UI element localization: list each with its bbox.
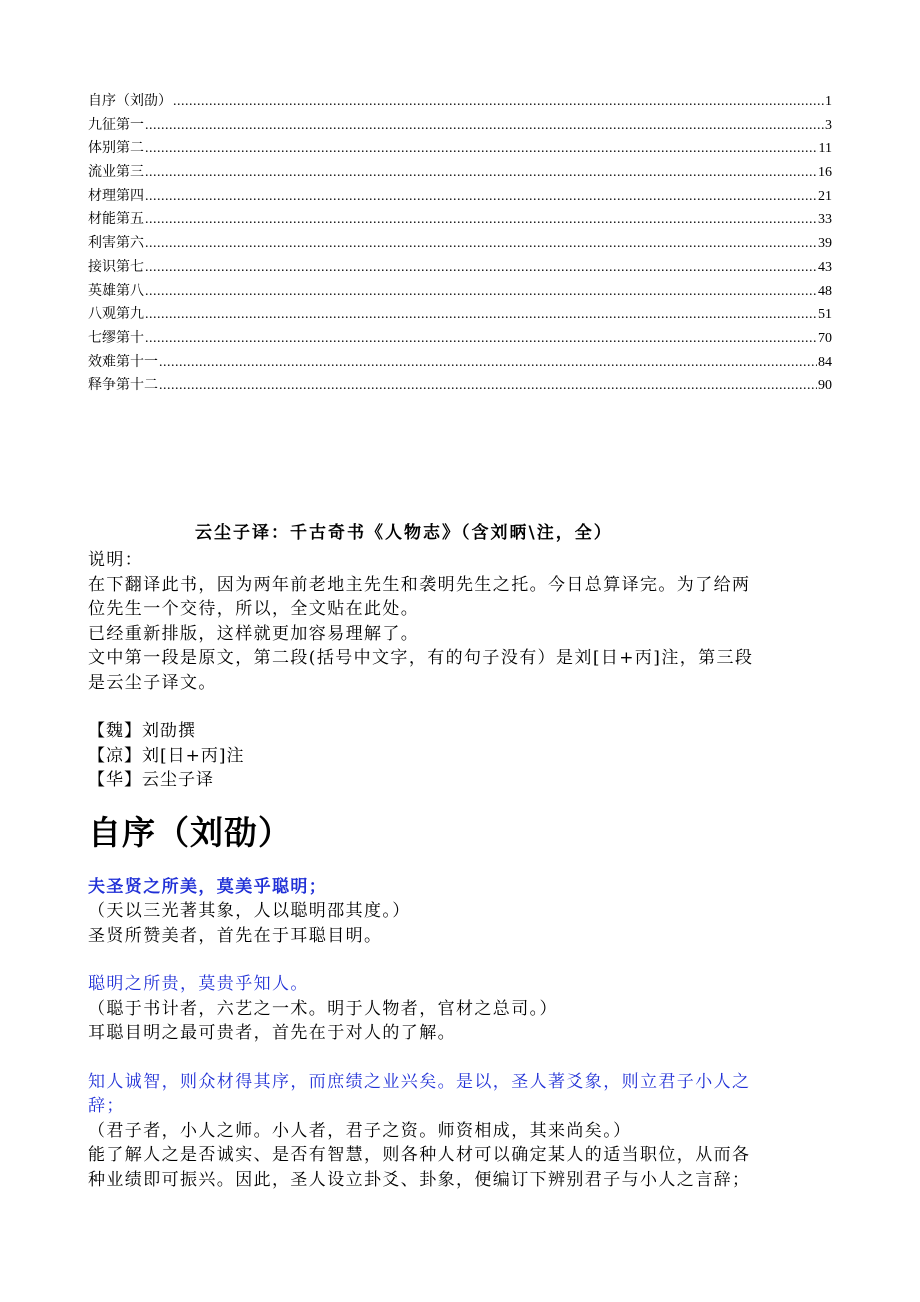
toc-entry[interactable] bbox=[88, 280, 832, 304]
toc-entry-title: 释争第十二 bbox=[88, 378, 158, 394]
toc-entry-title: 效难第十一 bbox=[88, 354, 158, 370]
original-text: 夫圣贤之所美，莫美乎聪明； bbox=[88, 876, 328, 897]
notes-block bbox=[88, 548, 834, 695]
toc-leader-dots bbox=[145, 236, 817, 252]
translation-text: 种业绩即可振兴。因此，圣人设立卦爻、卦象，便编订下辨别君子与小人之言辞； bbox=[88, 1169, 751, 1190]
original-text: 辞； bbox=[88, 1096, 125, 1116]
toc-entry[interactable] bbox=[88, 185, 832, 209]
toc-entry-title: 材能第五 bbox=[88, 212, 144, 228]
toc-entry[interactable] bbox=[88, 232, 832, 256]
toc-entry[interactable] bbox=[88, 374, 832, 398]
original-text: 知人诚智，则众材得其序，而庶绩之业兴矣。是以，圣人著爻象，则立君子小人之 bbox=[88, 1071, 751, 1092]
table-of-contents bbox=[88, 90, 832, 398]
toc-entry-page: 48 bbox=[818, 283, 832, 299]
notes-line: 是云尘子译文。 bbox=[88, 672, 217, 693]
toc-leader-dots bbox=[145, 331, 817, 347]
document-body bbox=[88, 518, 834, 1192]
notes-line: 位先生一个交待，所以，全文贴在此处。 bbox=[88, 599, 420, 619]
toc-entry-page: 84 bbox=[818, 354, 832, 370]
toc-entry[interactable] bbox=[88, 90, 832, 114]
toc-entry-page: 51 bbox=[818, 307, 832, 323]
toc-leader-dots bbox=[145, 284, 817, 300]
toc-entry-page: 3 bbox=[825, 117, 832, 133]
toc-leader-dots bbox=[173, 94, 824, 110]
translation-text: 圣贤所赞美者，首先在于耳聪目明。 bbox=[88, 925, 383, 946]
paragraph-group bbox=[88, 972, 834, 1046]
toc-entry[interactable] bbox=[88, 256, 832, 280]
toc-leader-dots bbox=[145, 212, 817, 228]
toc-entry[interactable] bbox=[88, 161, 832, 185]
commentary-text: （天以三光著其象，人以聪明邵其度。） bbox=[88, 901, 411, 921]
toc-entry-page: 11 bbox=[818, 141, 832, 157]
toc-entry-title: 材理第四 bbox=[88, 188, 144, 204]
toc-leader-dots bbox=[145, 189, 817, 205]
toc-leader-dots bbox=[145, 260, 817, 276]
toc-entry-title: 体别第二 bbox=[88, 141, 144, 157]
toc-entry[interactable] bbox=[88, 208, 832, 232]
toc-entry-title: 九征第一 bbox=[88, 117, 144, 133]
toc-leader-dots bbox=[145, 307, 817, 323]
toc-entry-title: 利害第六 bbox=[88, 236, 144, 252]
toc-entry[interactable] bbox=[88, 303, 832, 327]
credits-block bbox=[88, 719, 834, 793]
notes-line: 已经重新排版，这样就更加容易理解了。 bbox=[88, 623, 420, 644]
paragraph-group bbox=[88, 875, 834, 949]
toc-entry-page: 39 bbox=[818, 236, 832, 252]
toc-entry[interactable] bbox=[88, 137, 832, 161]
toc-entry-page: 21 bbox=[818, 188, 832, 204]
toc-entry-title: 八观第九 bbox=[88, 307, 144, 323]
toc-leader-dots bbox=[159, 355, 817, 371]
toc-entry-title: 七缪第十 bbox=[88, 330, 144, 346]
toc-entry-title: 接识第七 bbox=[88, 259, 144, 275]
toc-entry[interactable] bbox=[88, 327, 832, 351]
credit-line: 【凉】刘[日+丙]注 bbox=[88, 745, 245, 766]
translation-text: 耳聪目明之最可贵者，首先在于对人的了解。 bbox=[88, 1023, 456, 1043]
commentary-text: （君子者，小人之师。小人者，君子之资。师资相成，其来尚矣。） bbox=[88, 1120, 632, 1141]
paragraph-group bbox=[88, 1070, 834, 1193]
toc-leader-dots bbox=[145, 165, 817, 181]
toc-entry-title: 英雄第八 bbox=[88, 283, 144, 299]
toc-entry-page: 70 bbox=[818, 330, 832, 346]
translation-text: 能了解人之是否诚实、是否有智慧，则各种人材可以确定某人的适当职位，从而各 bbox=[88, 1145, 751, 1165]
notes-line: 说明： bbox=[88, 550, 144, 570]
toc-entry-page: 1 bbox=[825, 94, 832, 109]
toc-entry-page: 43 bbox=[818, 259, 832, 275]
toc-entry-page: 16 bbox=[818, 165, 832, 181]
notes-line: 文中第一段是原文，第二段(括号中文字，有的句子没有）是刘[日+丙]注，第三段 bbox=[88, 648, 754, 668]
toc-leader-dots bbox=[145, 141, 818, 157]
original-text: 聪明之所贵，莫贵乎知人。 bbox=[88, 974, 309, 994]
toc-entry-page: 90 bbox=[818, 378, 832, 394]
section-heading: 自序（刘劭） bbox=[88, 812, 292, 852]
toc-entry[interactable] bbox=[88, 351, 832, 375]
toc-entry[interactable] bbox=[88, 114, 832, 138]
toc-entry-title: 自序（刘劭） bbox=[88, 94, 172, 109]
toc-entry-page: 33 bbox=[818, 212, 832, 228]
document-title: 云尘子译：千古奇书《人物志》（含刘昞\注，全） bbox=[195, 523, 613, 543]
toc-leader-dots bbox=[145, 118, 824, 134]
credit-line: 【华】云尘子译 bbox=[88, 770, 214, 790]
toc-entry-title: 流业第三 bbox=[88, 165, 144, 181]
credit-line: 【魏】刘劭撰 bbox=[88, 721, 196, 741]
notes-line: 在下翻译此书，因为两年前老地主先生和袭明先生之托。今日总算译完。为了给两 bbox=[88, 574, 751, 595]
toc-leader-dots bbox=[159, 378, 817, 394]
commentary-text: （聪于书计者，六艺之一术。明于人物者，官材之总司。） bbox=[88, 998, 558, 1019]
